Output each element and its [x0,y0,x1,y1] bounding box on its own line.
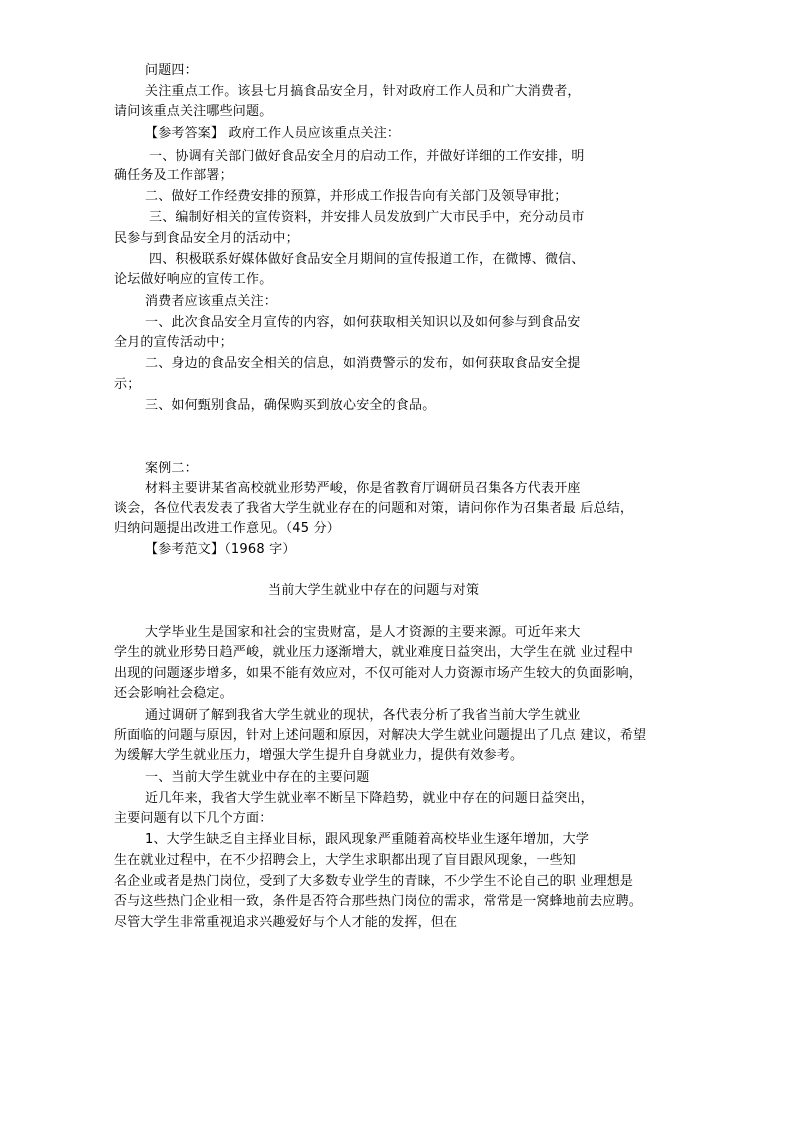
paragraph-line: 确任务及工作部署； [114,168,233,183]
paragraph-line: 一、此次食品安全月宣传的内容，如何获取相关知识以及如何参与到食品安 [145,315,581,330]
paragraph-line: 名企业或者是热门岗位，受到了大多数专业学生的青睐，不少学生不论自己的职 业理想是 [114,874,634,889]
reference-answer-heading: 【参考答案】 政府工作人员应该重点关注： [145,126,401,141]
paragraph-line: 通过调研了解到我省大学生就业的现状，各代表分析了我省当前大学生就业 [145,708,581,723]
paragraph-line: 所面临的问题与原因，针对上述问题和原因，对解决大学生就业问题提出了几点 建议，希望 [114,728,647,743]
section-heading: 一、当前大学生就业中存在的主要问题 [145,770,370,785]
paragraph-line: 论坛做好响应的宣传工作。 [114,272,273,287]
paragraph-line: 学生的就业形势日趋严峻，就业压力逐渐增大，就业难度日益突出，大学生在就 业过程中 [114,645,634,660]
case-two-heading: 案例二： [145,461,198,476]
paragraph-line: 近几年来，我省大学生就业率不断呈下降趋势，就业中存在的问题日益突出， [145,791,594,806]
paragraph-line: 否与这些热门企业相一致，条件是否符合那些热门岗位的需求，常常是一窝蜂地前去应聘。 [114,894,643,909]
paragraph-line: 生在就业过程中，在不少招聘会上，大学生求职都出现了盲目跟风现象，一些知 [114,853,577,868]
paragraph-line: 关注重点工作。该县七月搞食品安全月，针对政府工作人员和广大消费者， [145,84,581,99]
question-four-heading: 问题四： [145,63,198,78]
paragraph-line: 四、积极联系好媒体做好食品安全月期间的宣传报道工作，在微博、微信、 [149,252,585,267]
paragraph-line: 归纳问题提出改进工作意见。（45 分） [114,521,340,536]
paragraph-line: 1、大学生缺乏自主择业目标，跟风现象严重随着高校毕业生逐年增加，大学 [145,832,590,847]
paragraph-line: 全月的宣传活动中； [114,335,233,350]
paragraph-line: 请问该重点关注哪些问题。 [114,104,273,119]
paragraph-line: 三、如何甄别食品，确保购买到放心安全的食品。 [145,398,436,413]
paragraph-line: 尽管大学生非常重视追求兴趣爱好与个人才能的发挥，但在 [114,915,458,930]
essay-title: 当前大学生就业中存在的问题与对策 [268,583,480,598]
paragraph-line: 民参与到食品安全月的活动中； [114,231,299,246]
paragraph-line: 示； [114,377,141,392]
paragraph-line: 还会影响社会稳定。 [114,686,233,701]
paragraph-line: 主要问题有以下几个方面： [114,811,273,826]
reference-essay-heading: 【参考范文】（1968 字） [145,542,296,557]
paragraph-line: 一、协调有关部门做好食品安全月的启动工作，并做好详细的工作安排，明 [149,149,585,164]
paragraph-line: 为缓解大学生就业压力，增强大学生提升自身就业力，提供有效参考。 [114,748,524,763]
paragraph-line: 材料主要讲某省高校就业形势严峻，你是省教育厅调研员召集各方代表开座 [145,481,581,496]
consumer-heading: 消费者应该重点关注： [145,294,278,309]
paragraph-line: 三、编制好相关的宣传资料，并安排人员发放到广大市民手中，充分动员市 [149,210,585,225]
paragraph-line: 谈会，各位代表发表了我省大学生就业存在的问题和对策，请问你作为召集者最 后总结， [114,501,634,516]
paragraph-line: 二、身边的食品安全相关的信息，如消费警示的发布，如何获取食品安全提 [145,356,581,371]
paragraph-line: 出现的问题逐步增多，如果不能有效应对，不仅可能对人力资源市场产生较大的负面影响， [114,666,643,681]
paragraph-line: 二、做好工作经费安排的预算，并形成工作报告向有关部门及领导审批； [145,189,568,204]
paragraph-line: 大学毕业生是国家和社会的宝贵财富，是人才资源的主要来源。可近年来大 [145,625,581,640]
